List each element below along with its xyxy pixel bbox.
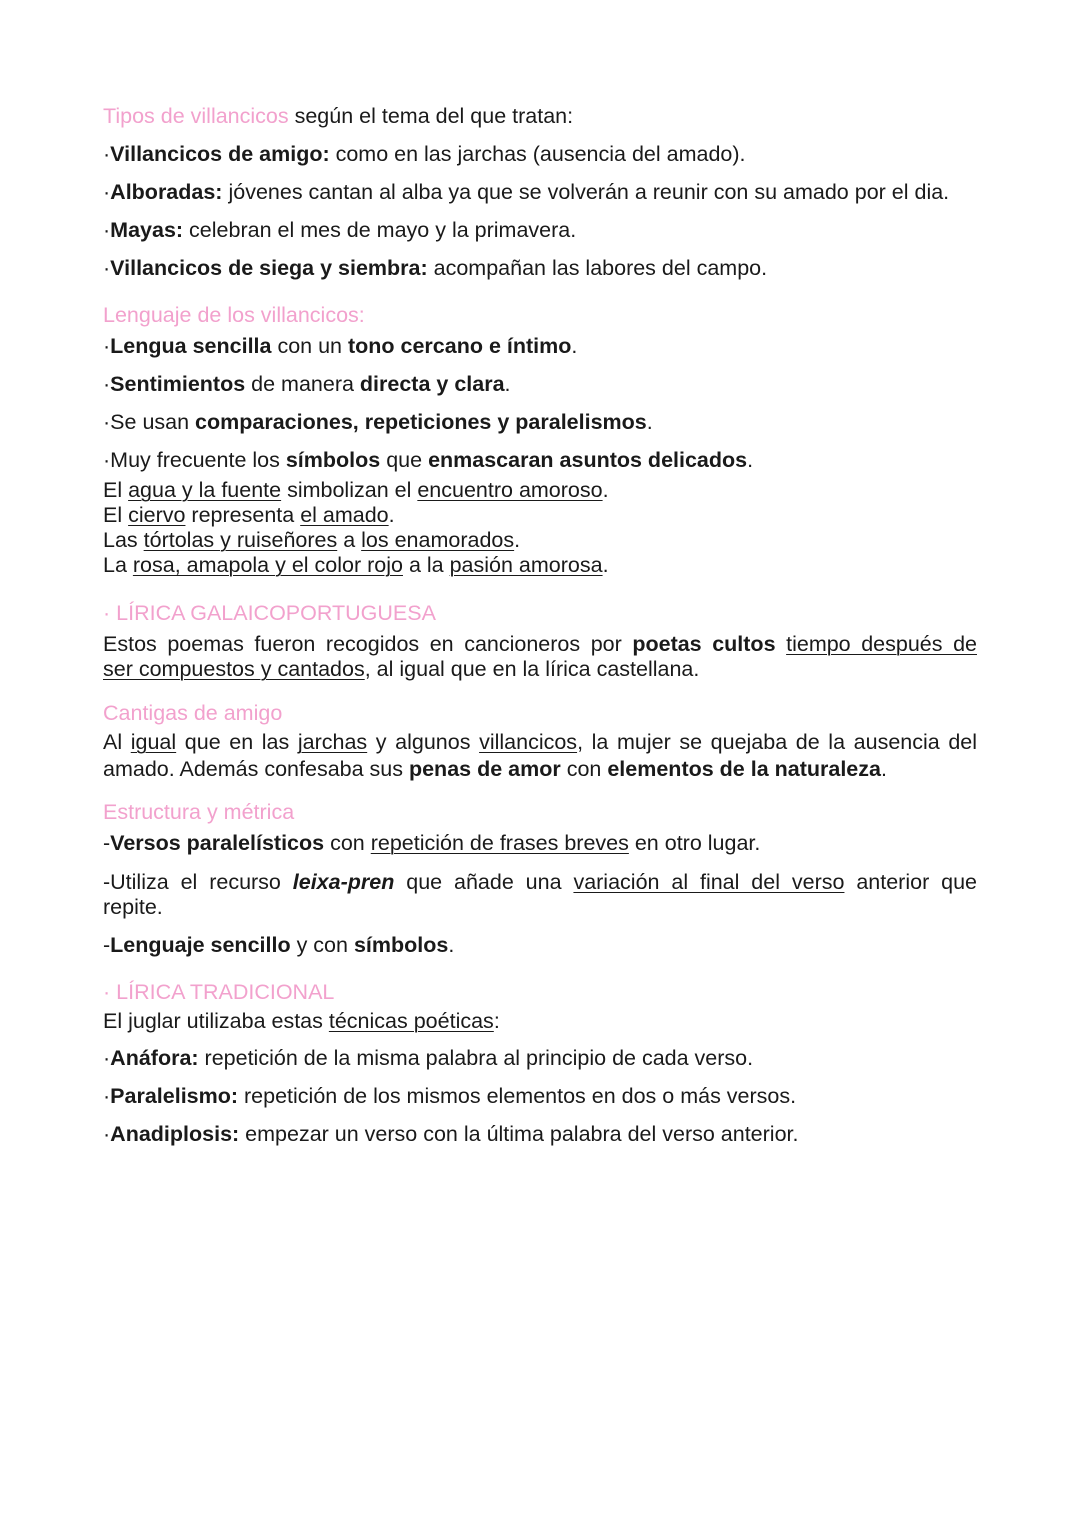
text-segment: Se usan bbox=[110, 410, 196, 434]
text-segment: , al igual que en la lírica castellana. bbox=[364, 657, 700, 681]
item-text: repetición de los mismos elementos en dos o más versos. bbox=[238, 1084, 797, 1108]
text-segment: . bbox=[646, 410, 653, 434]
underlined-phrase: villancicos bbox=[479, 730, 578, 754]
underlined-phrase: agua y la fuente bbox=[128, 478, 282, 502]
underlined-phrase: variación al final del verso bbox=[573, 870, 845, 894]
text-segment: . bbox=[504, 372, 511, 396]
underlined-phrase: el amado bbox=[300, 503, 389, 527]
item-text: jóvenes cantan al alba ya que se volverán a reunir con su amado por el dia. bbox=[222, 180, 950, 204]
symbol-line bbox=[103, 502, 395, 528]
bullet: · bbox=[103, 1046, 111, 1070]
underlined-phrase: rosa, amapola y el color rojo bbox=[132, 553, 403, 577]
bold-phrase: penas de amor bbox=[408, 757, 561, 781]
tipos-heading: Tipos de villancicos bbox=[103, 104, 289, 128]
text-segment: representa bbox=[185, 503, 301, 527]
list-item bbox=[103, 255, 767, 281]
text-segment: : bbox=[493, 1009, 500, 1033]
bold-phrase: Lenguaje sencillo bbox=[110, 933, 291, 957]
text-segment: -Utiliza el recurso bbox=[103, 870, 293, 894]
text-segment: - bbox=[103, 933, 111, 957]
underlined-phrase: tórtolas y ruiseñores bbox=[143, 528, 338, 552]
item-term: Villancicos de siega y siembra: bbox=[110, 256, 428, 280]
item-term: Anadiplosis: bbox=[110, 1122, 240, 1146]
text-segment: . bbox=[602, 553, 609, 577]
text-segment: anterior que bbox=[844, 870, 977, 894]
item-term: Anáfora: bbox=[110, 1046, 199, 1070]
item-text: como en las jarchas (ausencia del amado). bbox=[329, 142, 746, 166]
text-segment: El juglar utilizaba estas bbox=[103, 1009, 329, 1033]
list-item bbox=[103, 217, 576, 243]
text-segment: Muy frecuente los bbox=[110, 448, 286, 472]
text-segment: en otro lugar. bbox=[628, 831, 761, 855]
item-term: Alboradas: bbox=[110, 180, 223, 204]
estructura-line bbox=[103, 830, 760, 856]
item-text: celebran el mes de mayo y la primavera. bbox=[183, 218, 577, 242]
estructura-line bbox=[103, 932, 454, 958]
bullet: · bbox=[103, 448, 111, 472]
lenguaje-line bbox=[103, 371, 511, 397]
cantigas-heading: Cantigas de amigo bbox=[103, 701, 283, 725]
underlined-phrase: ser compuestos y cantados bbox=[103, 657, 365, 681]
lenguaje-line bbox=[103, 333, 577, 359]
underlined-phrase: repetición de frases breves bbox=[370, 831, 629, 855]
item-text: repetición de la misma palabra al principio de cada verso. bbox=[198, 1046, 754, 1070]
bold-phrase: elementos de la naturaleza bbox=[607, 757, 881, 781]
item-text: empezar un verso con la última palabra del verso anterior. bbox=[239, 1122, 799, 1146]
symbol-line bbox=[103, 552, 609, 578]
list-item bbox=[103, 1121, 798, 1147]
bold-phrase: Lengua sencilla bbox=[110, 334, 272, 358]
bullet: · bbox=[103, 256, 111, 280]
text-segment: . bbox=[388, 503, 395, 527]
galaico-paragraph-line bbox=[103, 656, 699, 682]
text-segment: que bbox=[380, 448, 429, 472]
text-segment: y con bbox=[290, 933, 354, 957]
lenguaje-line bbox=[103, 447, 753, 473]
underlined-phrase: ciervo bbox=[128, 503, 186, 527]
text-segment: Al bbox=[103, 730, 131, 754]
bold-phrase: enmascaran asuntos delicados bbox=[428, 448, 748, 472]
bold-phrase: símbolos bbox=[285, 448, 381, 472]
text-segment: . bbox=[571, 334, 578, 358]
bold-italic-phrase: leixa-pren bbox=[292, 870, 395, 894]
text-segment: El bbox=[103, 478, 129, 502]
underlined-phrase: técnicas poéticas bbox=[328, 1009, 494, 1033]
bold-phrase: poetas cultos bbox=[632, 632, 776, 656]
text-segment: Las bbox=[103, 528, 144, 552]
estructura-line bbox=[103, 869, 977, 895]
tradicional-heading: · LÍRICA TRADICIONAL bbox=[103, 980, 335, 1004]
underlined-phrase: igual bbox=[130, 730, 177, 754]
bold-phrase: Versos paralelísticos bbox=[110, 831, 325, 855]
bullet: · bbox=[103, 218, 111, 242]
text-segment: . bbox=[514, 528, 521, 552]
item-text: acompañan las labores del campo. bbox=[427, 256, 768, 280]
text-segment: Estos poemas fueron recogidos en cancioneros por bbox=[103, 632, 633, 656]
estructura-line-cont: repite. bbox=[103, 895, 163, 919]
bullet: · bbox=[103, 142, 111, 166]
text-segment: a bbox=[337, 528, 362, 552]
tipos-heading-rest: según el tema del que tratan: bbox=[288, 104, 574, 128]
text-segment bbox=[776, 632, 787, 656]
galaico-paragraph-line bbox=[103, 631, 977, 657]
underlined-phrase: encuentro amoroso bbox=[417, 478, 603, 502]
lenguaje-heading: Lenguaje de los villancicos: bbox=[103, 303, 365, 327]
bold-phrase: tono cercano e íntimo bbox=[347, 334, 572, 358]
text-segment: que añade una bbox=[394, 870, 574, 894]
text-segment: de manera bbox=[245, 372, 360, 396]
underlined-phrase: jarchas bbox=[297, 730, 368, 754]
estructura-heading: Estructura y métrica bbox=[103, 800, 295, 824]
lenguaje-line bbox=[103, 409, 653, 435]
text-segment: con bbox=[324, 831, 371, 855]
bold-phrase: símbolos bbox=[353, 933, 449, 957]
text-segment: . bbox=[747, 448, 754, 472]
bullet: · bbox=[103, 1122, 111, 1146]
item-term: Villancicos de amigo: bbox=[110, 142, 330, 166]
bullet: · bbox=[103, 372, 111, 396]
list-item bbox=[103, 179, 949, 205]
list-item bbox=[103, 1083, 796, 1109]
cantigas-paragraph-line bbox=[103, 729, 977, 755]
text-segment: con bbox=[560, 757, 608, 781]
text-segment: , la mujer se quejaba de la ausencia del bbox=[577, 730, 978, 754]
bullet: · bbox=[103, 1084, 111, 1108]
underlined-phrase: los enamorados bbox=[361, 528, 515, 552]
item-term: Paralelismo: bbox=[110, 1084, 239, 1108]
text-segment: a la bbox=[402, 553, 450, 577]
bold-phrase: comparaciones, repeticiones y paralelismos bbox=[195, 410, 647, 434]
bullet: · bbox=[103, 410, 111, 434]
symbol-line bbox=[103, 477, 609, 503]
text-segment: - bbox=[103, 831, 111, 855]
bold-phrase: Sentimientos bbox=[110, 372, 246, 396]
galaico-heading: · LÍRICA GALAICOPORTUGUESA bbox=[103, 601, 436, 625]
text-segment: y algunos bbox=[367, 730, 480, 754]
bullet: · bbox=[103, 334, 111, 358]
text-segment: amado. Además confesaba sus bbox=[103, 757, 409, 781]
text-segment: simbolizan el bbox=[281, 478, 418, 502]
text-segment: La bbox=[103, 553, 133, 577]
item-term: Mayas: bbox=[110, 218, 184, 242]
tipos-heading-line bbox=[103, 103, 573, 129]
text-segment: El bbox=[103, 503, 129, 527]
symbol-line bbox=[103, 527, 520, 553]
tradicional-intro bbox=[103, 1008, 500, 1034]
text-segment: que en las bbox=[176, 730, 298, 754]
bullet: · bbox=[103, 180, 111, 204]
underlined-phrase: pasión amorosa bbox=[449, 553, 603, 577]
text-segment: . bbox=[880, 757, 887, 781]
text-segment: con un bbox=[271, 334, 348, 358]
cantigas-paragraph-line bbox=[103, 756, 887, 782]
underlined-phrase: tiempo después de bbox=[786, 632, 977, 656]
list-item bbox=[103, 141, 746, 167]
bold-phrase: directa y clara bbox=[359, 372, 505, 396]
text-segment: . bbox=[602, 478, 609, 502]
list-item bbox=[103, 1045, 753, 1071]
text-segment: . bbox=[448, 933, 455, 957]
